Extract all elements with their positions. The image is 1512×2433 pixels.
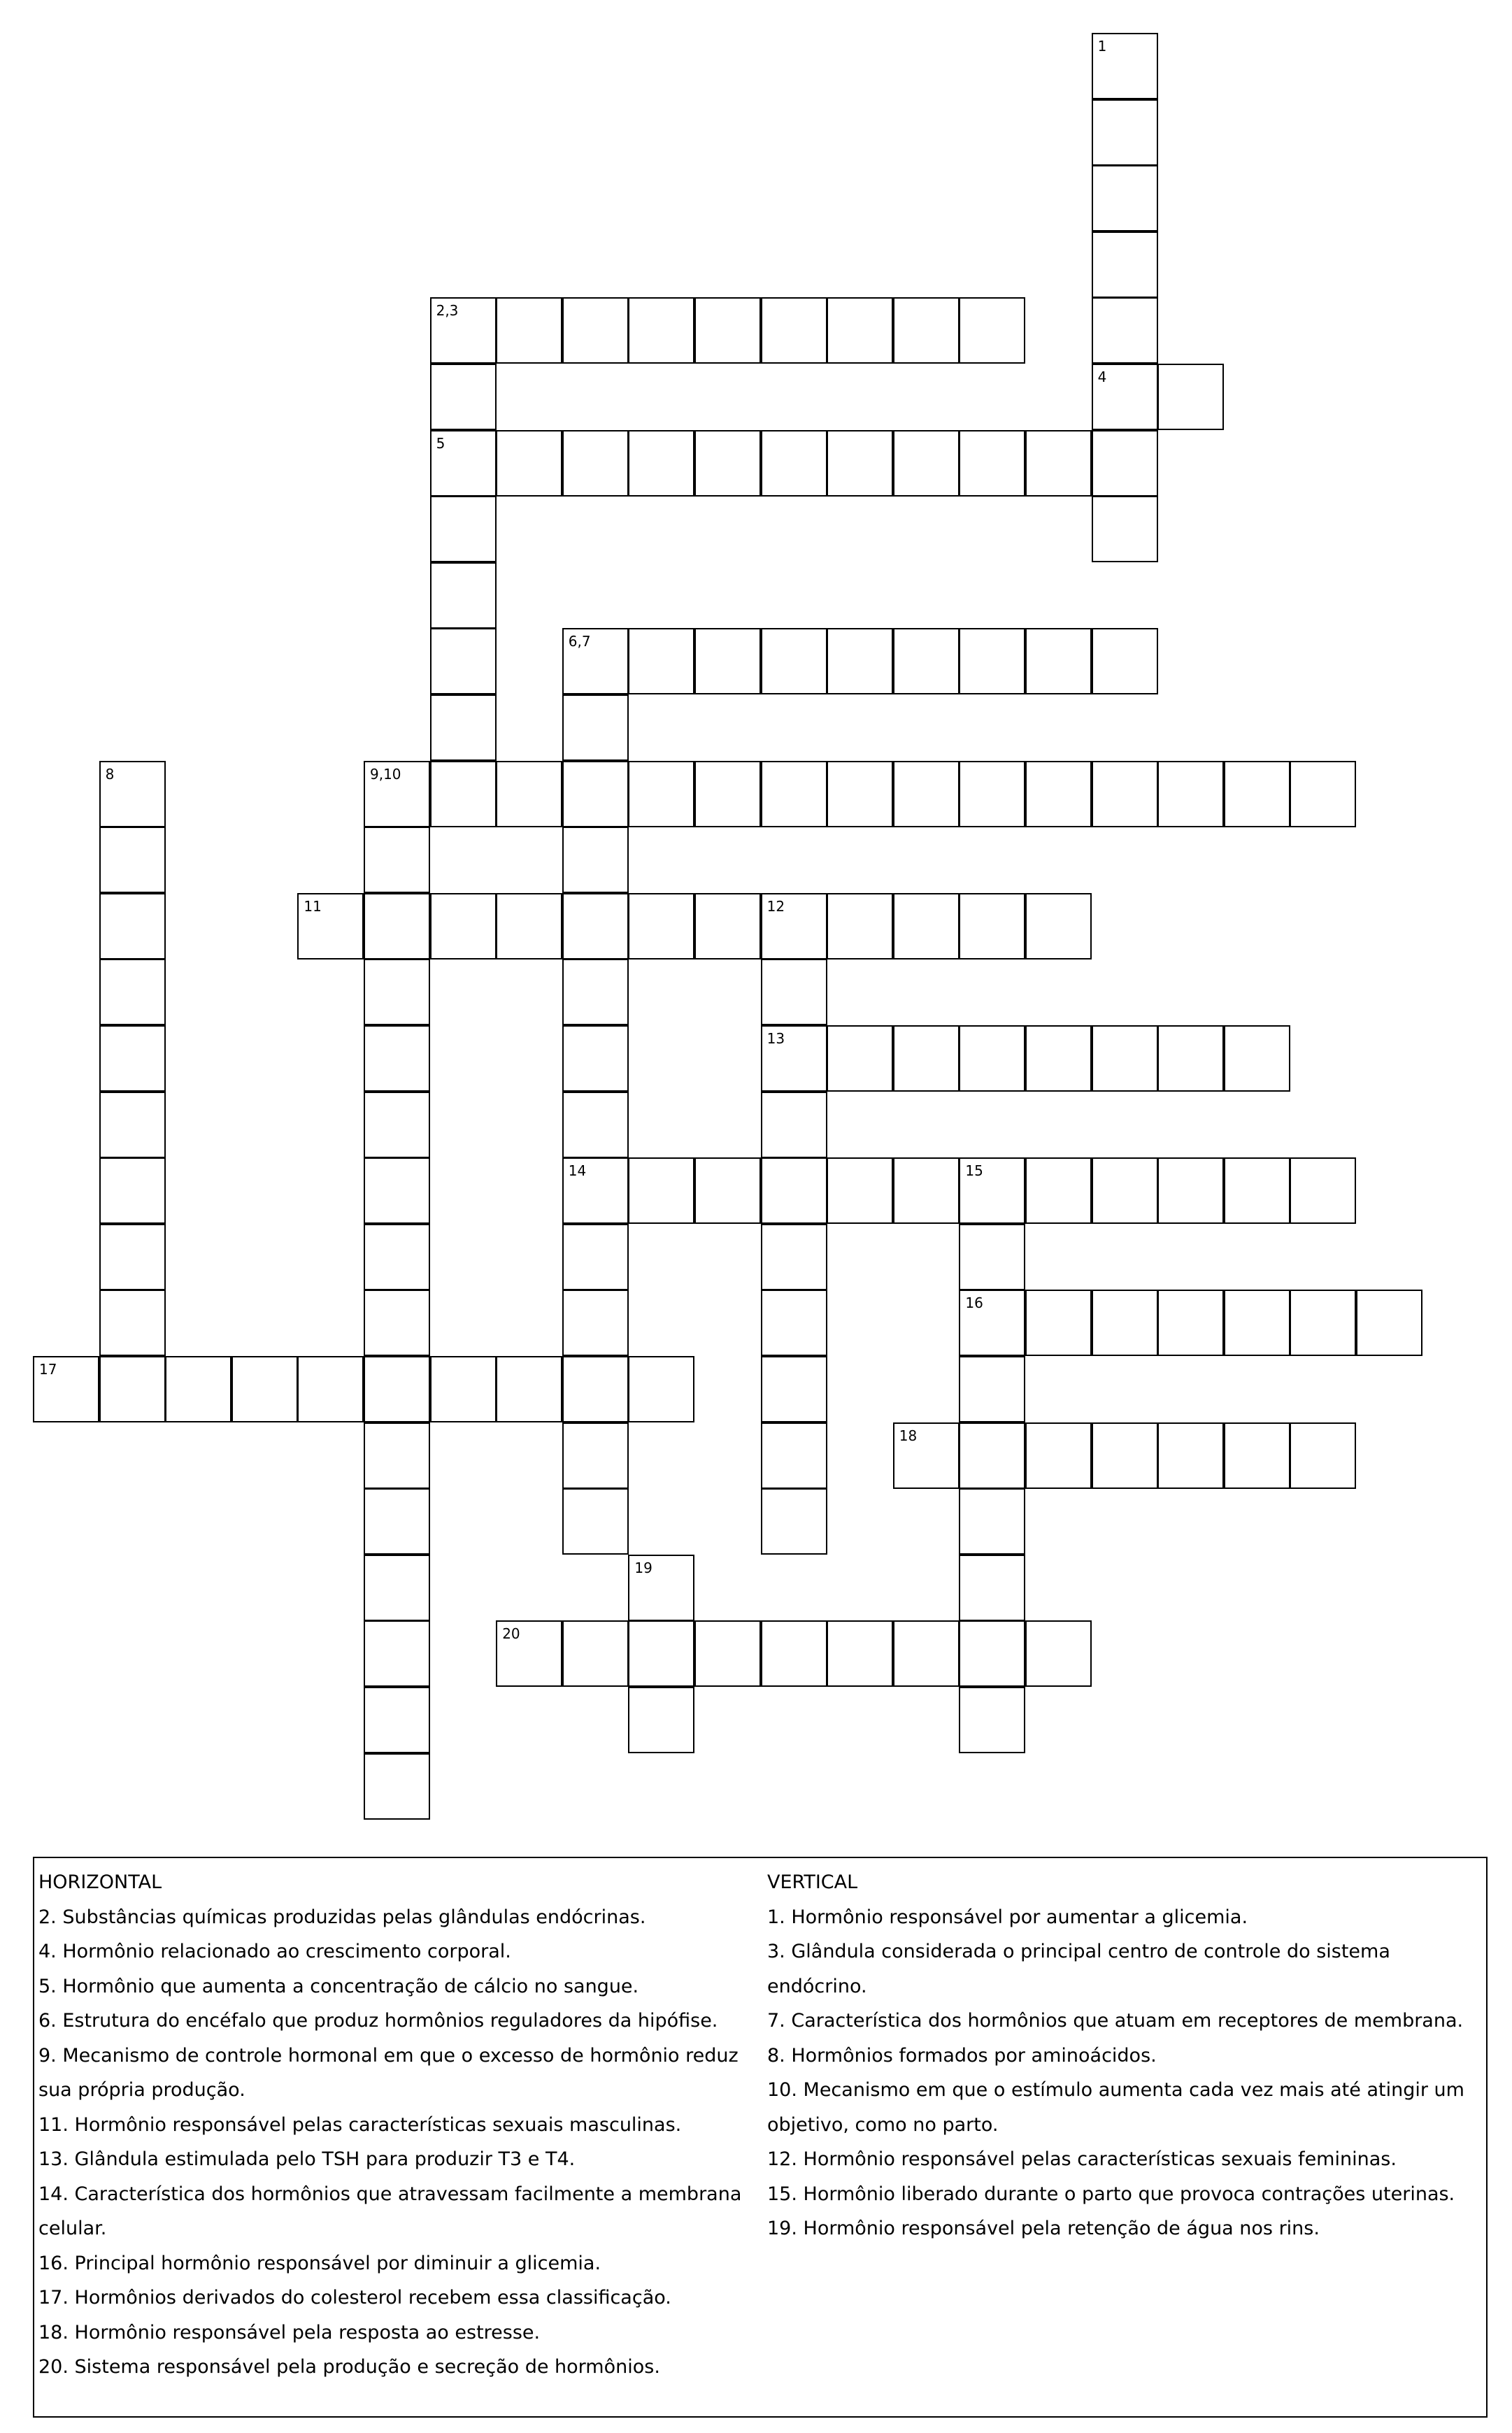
- grid-cell[interactable]: [628, 1687, 694, 1753]
- grid-cell[interactable]: [562, 827, 629, 893]
- vertical-clue: objetivo, como no parto.: [767, 2113, 999, 2136]
- grid-cell[interactable]: [761, 297, 827, 364]
- grid-cell[interactable]: [297, 893, 364, 959]
- grid-cell[interactable]: [364, 893, 430, 959]
- grid-cell[interactable]: [562, 1025, 629, 1092]
- grid-cell[interactable]: [1290, 1422, 1356, 1489]
- horizontal-clue: 5. Hormônio que aumenta a concentração de cálcio no sangue.: [38, 1975, 639, 1997]
- grid-cell[interactable]: [496, 761, 562, 827]
- vertical-clue: 3. Glândula considerada o principal centro de controle do sistema: [767, 1941, 1390, 1962]
- grid-cell[interactable]: [562, 1290, 629, 1356]
- grid-cell[interactable]: [959, 430, 1025, 497]
- grid-cell[interactable]: [430, 628, 497, 694]
- grid-cell[interactable]: [165, 1356, 231, 1422]
- cell-number: 18: [899, 1427, 918, 1444]
- grid-cell[interactable]: [694, 430, 761, 497]
- grid-cell[interactable]: [761, 1025, 827, 1092]
- grid-cell[interactable]: [761, 1157, 827, 1224]
- grid-cell[interactable]: [1290, 761, 1356, 827]
- grid-cell[interactable]: [1157, 761, 1224, 827]
- horizontal-clue: 16. Principal hormônio responsável por diminuir a glicemia.: [38, 2252, 601, 2274]
- grid-cell[interactable]: [1157, 1025, 1224, 1092]
- vertical-clue: 1. Hormônio responsável por aumentar a glicemia.: [767, 1906, 1248, 1928]
- horizontal-clue: 17. Hormônios derivados do colesterol recebem essa classificação.: [38, 2287, 671, 2309]
- grid-cell[interactable]: [562, 1422, 629, 1489]
- grid-cell[interactable]: [1092, 496, 1158, 562]
- grid-cell[interactable]: [893, 1157, 960, 1224]
- grid-cell[interactable]: [1290, 1157, 1356, 1224]
- grid-cell[interactable]: [99, 1290, 166, 1356]
- grid-cell[interactable]: [364, 1224, 430, 1290]
- grid-cell[interactable]: [694, 893, 761, 959]
- grid-cell[interactable]: [99, 1157, 166, 1224]
- grid-cell[interactable]: [562, 1224, 629, 1290]
- grid-cell[interactable]: [628, 1356, 694, 1422]
- grid-cell[interactable]: [1025, 1620, 1092, 1687]
- horizontal-clue: sua própria produção.: [38, 2079, 245, 2101]
- grid-cell[interactable]: [827, 1025, 893, 1092]
- grid-cell[interactable]: [99, 1092, 166, 1158]
- grid-cell[interactable]: [496, 430, 562, 497]
- grid-cell[interactable]: [761, 1488, 827, 1555]
- vertical-clue: 10. Mecanismo em que o estímulo aumenta cada vez mais até atingir um: [767, 2079, 1464, 2101]
- grid-cell[interactable]: [364, 1555, 430, 1621]
- grid-cell[interactable]: [628, 1157, 694, 1224]
- grid-cell[interactable]: [1224, 1157, 1290, 1224]
- cell-number: 2,3: [436, 302, 459, 320]
- grid-cell[interactable]: [827, 893, 893, 959]
- horizontal-clue: 20. Sistema responsável pela produção e secreção de hormônios.: [38, 2356, 660, 2378]
- vertical-clues-column: [767, 1858, 1488, 2246]
- grid-cell[interactable]: [1025, 761, 1092, 827]
- horizontal-clue: 2. Substâncias químicas produzidas pelas glândulas endócrinas.: [38, 1906, 646, 1928]
- grid-cell[interactable]: [1092, 99, 1158, 166]
- grid-cell[interactable]: [959, 1555, 1025, 1621]
- horizontal-clue: 4. Hormônio relacionado ao crescimento corporal.: [38, 1941, 511, 1962]
- grid-cell[interactable]: [496, 1356, 562, 1422]
- cell-number: 6,7: [568, 633, 591, 650]
- grid-cell[interactable]: [761, 1422, 827, 1489]
- grid-cell[interactable]: [562, 1356, 629, 1422]
- grid-cell[interactable]: [562, 893, 629, 959]
- grid-cell[interactable]: [694, 1157, 761, 1224]
- grid-cell[interactable]: [761, 1224, 827, 1290]
- grid-cell[interactable]: [959, 1356, 1025, 1422]
- grid-cell[interactable]: [562, 1488, 629, 1555]
- grid-cell[interactable]: [364, 761, 430, 827]
- grid-cell[interactable]: [694, 628, 761, 694]
- grid-cell[interactable]: [959, 1422, 1025, 1489]
- grid-cell[interactable]: [364, 1356, 430, 1422]
- horizontal-clues-column: [38, 1858, 759, 2385]
- grid-cell[interactable]: [827, 297, 893, 364]
- horizontal-clue: celular.: [38, 2218, 107, 2239]
- grid-cell[interactable]: [893, 893, 960, 959]
- grid-cell[interactable]: [430, 297, 497, 364]
- grid-cell[interactable]: [1092, 1290, 1158, 1356]
- grid-cell[interactable]: [430, 893, 497, 959]
- vertical-clue: 19. Hormônio responsável pela retenção de água nos rins.: [767, 2218, 1320, 2239]
- grid-cell[interactable]: [893, 628, 960, 694]
- grid-cell[interactable]: [761, 1620, 827, 1687]
- grid-cell[interactable]: [893, 297, 960, 364]
- cell-number: 9,10: [370, 765, 401, 783]
- grid-cell[interactable]: [1092, 628, 1158, 694]
- grid-cell[interactable]: [959, 297, 1025, 364]
- grid-cell[interactable]: [761, 628, 827, 694]
- grid-cell[interactable]: [562, 1157, 629, 1224]
- cell-number: 19: [634, 1559, 652, 1576]
- grid-cell[interactable]: [959, 1290, 1025, 1356]
- grid-cell[interactable]: [959, 1687, 1025, 1753]
- grid-cell[interactable]: [628, 1555, 694, 1621]
- grid-cell[interactable]: [628, 297, 694, 364]
- grid-cell[interactable]: [628, 628, 694, 694]
- horizontal-clue: 11. Hormônio responsável pelas características sexuais masculinas.: [38, 2113, 682, 2136]
- grid-cell[interactable]: [430, 496, 497, 562]
- grid-cell[interactable]: [1224, 1290, 1290, 1356]
- grid-cell[interactable]: [694, 1620, 761, 1687]
- grid-cell[interactable]: [364, 1620, 430, 1687]
- cell-number: 17: [39, 1361, 57, 1378]
- grid-cell[interactable]: [99, 1224, 166, 1290]
- horizontal-clue: 18. Hormônio responsável pela resposta ao estresse.: [38, 2321, 541, 2343]
- grid-cell[interactable]: [893, 1620, 960, 1687]
- grid-cell[interactable]: [827, 628, 893, 694]
- grid-cell[interactable]: [364, 1422, 430, 1489]
- grid-cell[interactable]: [364, 1687, 430, 1753]
- grid-cell[interactable]: [562, 297, 629, 364]
- vertical-clue: 12. Hormônio responsável pelas características sexuais femininas.: [767, 2148, 1397, 2170]
- grid-cell[interactable]: [1157, 1290, 1224, 1356]
- cell-number: 1: [1097, 38, 1107, 55]
- grid-cell[interactable]: [496, 893, 562, 959]
- grid-cell[interactable]: [99, 761, 166, 827]
- grid-cell[interactable]: [1092, 297, 1158, 364]
- grid-cell[interactable]: [959, 893, 1025, 959]
- cell-number: 13: [766, 1030, 785, 1047]
- grid-cell[interactable]: [1025, 1157, 1092, 1224]
- grid-cell[interactable]: [628, 761, 694, 827]
- grid-cell[interactable]: [99, 1356, 166, 1422]
- grid-cell[interactable]: [231, 1356, 298, 1422]
- grid-cell[interactable]: [761, 1356, 827, 1422]
- grid-cell[interactable]: [827, 430, 893, 497]
- horizontal-heading: HORIZONTAL: [38, 1871, 162, 1893]
- grid-cell[interactable]: [364, 1753, 430, 1820]
- horizontal-clue: 9. Mecanismo de controle hormonal em que o excesso de hormônio reduz: [38, 2044, 739, 2067]
- cell-number: 4: [1097, 369, 1107, 385]
- grid-cell[interactable]: [959, 1025, 1025, 1092]
- grid-cell[interactable]: [1224, 761, 1290, 827]
- clues-box: [33, 1857, 1488, 2418]
- grid-cell[interactable]: [562, 628, 629, 694]
- grid-cell[interactable]: [827, 1157, 893, 1224]
- grid-cell[interactable]: [1025, 1290, 1092, 1356]
- grid-cell[interactable]: [827, 761, 893, 827]
- grid-cell[interactable]: [1025, 1025, 1092, 1092]
- grid-cell[interactable]: [1092, 33, 1158, 99]
- grid-cell[interactable]: [430, 562, 497, 629]
- grid-cell[interactable]: [628, 893, 694, 959]
- grid-cell[interactable]: [893, 761, 960, 827]
- grid-cell[interactable]: [364, 1290, 430, 1356]
- cell-number: 11: [304, 897, 322, 915]
- horizontal-clue: 14. Característica dos hormônios que atravessam facilmente a membrana: [38, 2183, 742, 2205]
- grid-cell[interactable]: [959, 1620, 1025, 1687]
- grid-cell[interactable]: [1025, 1422, 1092, 1489]
- grid-cell[interactable]: [1092, 231, 1158, 298]
- grid-cell[interactable]: [959, 628, 1025, 694]
- grid-cell[interactable]: [562, 694, 629, 761]
- vertical-clue: 15. Hormônio liberado durante o parto que provoca contrações uterinas.: [767, 2183, 1455, 2205]
- grid-cell[interactable]: [430, 1356, 497, 1422]
- grid-cell[interactable]: [1290, 1290, 1356, 1356]
- grid-cell[interactable]: [99, 959, 166, 1025]
- grid-cell[interactable]: [1092, 1422, 1158, 1489]
- grid-cell[interactable]: [1092, 1157, 1158, 1224]
- grid-cell[interactable]: [1092, 1025, 1158, 1092]
- grid-cell[interactable]: [1224, 1422, 1290, 1489]
- cell-number: 15: [965, 1162, 983, 1180]
- grid-cell[interactable]: [1025, 628, 1092, 694]
- grid-cell[interactable]: [562, 959, 629, 1025]
- grid-cell[interactable]: [893, 1422, 960, 1489]
- horizontal-clue-list: [38, 1900, 759, 2385]
- vertical-heading: VERTICAL: [767, 1871, 858, 1893]
- grid-cell[interactable]: [562, 1092, 629, 1158]
- grid-cell[interactable]: [959, 1224, 1025, 1290]
- grid-cell[interactable]: [827, 1620, 893, 1687]
- cell-number: 16: [965, 1294, 983, 1312]
- vertical-clue: 8. Hormônios formados por aminoácidos.: [767, 2044, 1157, 2067]
- grid-cell[interactable]: [1092, 430, 1158, 497]
- grid-cell[interactable]: [430, 364, 497, 430]
- grid-cell[interactable]: [761, 761, 827, 827]
- vertical-clue: endócrino.: [767, 1975, 867, 1997]
- grid-cell[interactable]: [364, 1025, 430, 1092]
- grid-cell[interactable]: [364, 1092, 430, 1158]
- grid-cell[interactable]: [496, 1620, 562, 1687]
- grid-cell[interactable]: [364, 959, 430, 1025]
- grid-cell[interactable]: [496, 297, 562, 364]
- grid-cell[interactable]: [1157, 1157, 1224, 1224]
- grid-cell[interactable]: [297, 1356, 364, 1422]
- grid-cell[interactable]: [430, 430, 497, 497]
- grid-cell[interactable]: [694, 297, 761, 364]
- horizontal-clue: 6. Estrutura do encéfalo que produz hormônios reguladores da hipófise.: [38, 2010, 718, 2032]
- cell-number: 20: [502, 1625, 520, 1643]
- grid-cell[interactable]: [430, 694, 497, 761]
- grid-cell[interactable]: [694, 761, 761, 827]
- grid-cell[interactable]: [628, 430, 694, 497]
- grid-cell[interactable]: [893, 430, 960, 497]
- grid-cell[interactable]: [1157, 1422, 1224, 1489]
- grid-cell[interactable]: [99, 827, 166, 893]
- grid-cell[interactable]: [99, 1025, 166, 1092]
- grid-cell[interactable]: [761, 959, 827, 1025]
- vertical-clue-list: [767, 1900, 1488, 2246]
- cell-number: 12: [766, 897, 785, 915]
- grid-cell[interactable]: [430, 761, 497, 827]
- grid-cell[interactable]: [1092, 761, 1158, 827]
- grid-cell[interactable]: [761, 1290, 827, 1356]
- grid-cell[interactable]: [364, 827, 430, 893]
- grid-cell[interactable]: [562, 761, 629, 827]
- grid-cell[interactable]: [893, 1025, 960, 1092]
- horizontal-clue: 13. Glândula estimulada pelo TSH para produzir T3 e T4.: [38, 2148, 576, 2170]
- grid-cell[interactable]: [364, 1488, 430, 1555]
- grid-cell[interactable]: [1092, 364, 1158, 430]
- cell-number: 8: [105, 765, 115, 783]
- grid-cell[interactable]: [562, 430, 629, 497]
- grid-cell[interactable]: [1224, 1025, 1290, 1092]
- vertical-clue: 7. Característica dos hormônios que atuam em receptores de membrana.: [767, 2010, 1464, 2032]
- grid-cell[interactable]: [1356, 1290, 1422, 1356]
- grid-cell[interactable]: [761, 893, 827, 959]
- grid-cell[interactable]: [562, 1620, 629, 1687]
- grid-cell[interactable]: [364, 1157, 430, 1224]
- cell-number: 14: [568, 1162, 587, 1180]
- grid-cell[interactable]: [959, 1157, 1025, 1224]
- grid-cell[interactable]: [1157, 364, 1224, 430]
- grid-cell[interactable]: [761, 1092, 827, 1158]
- grid-cell[interactable]: [761, 430, 827, 497]
- grid-cell[interactable]: [1092, 165, 1158, 231]
- grid-cell[interactable]: [99, 893, 166, 959]
- grid-cell[interactable]: [1025, 893, 1092, 959]
- cell-number: 5: [436, 434, 445, 452]
- grid-cell[interactable]: [1025, 430, 1092, 497]
- grid-cell[interactable]: [628, 1620, 694, 1687]
- grid-cell[interactable]: [959, 761, 1025, 827]
- grid-cell[interactable]: [33, 1356, 99, 1422]
- grid-cell[interactable]: [959, 1488, 1025, 1555]
